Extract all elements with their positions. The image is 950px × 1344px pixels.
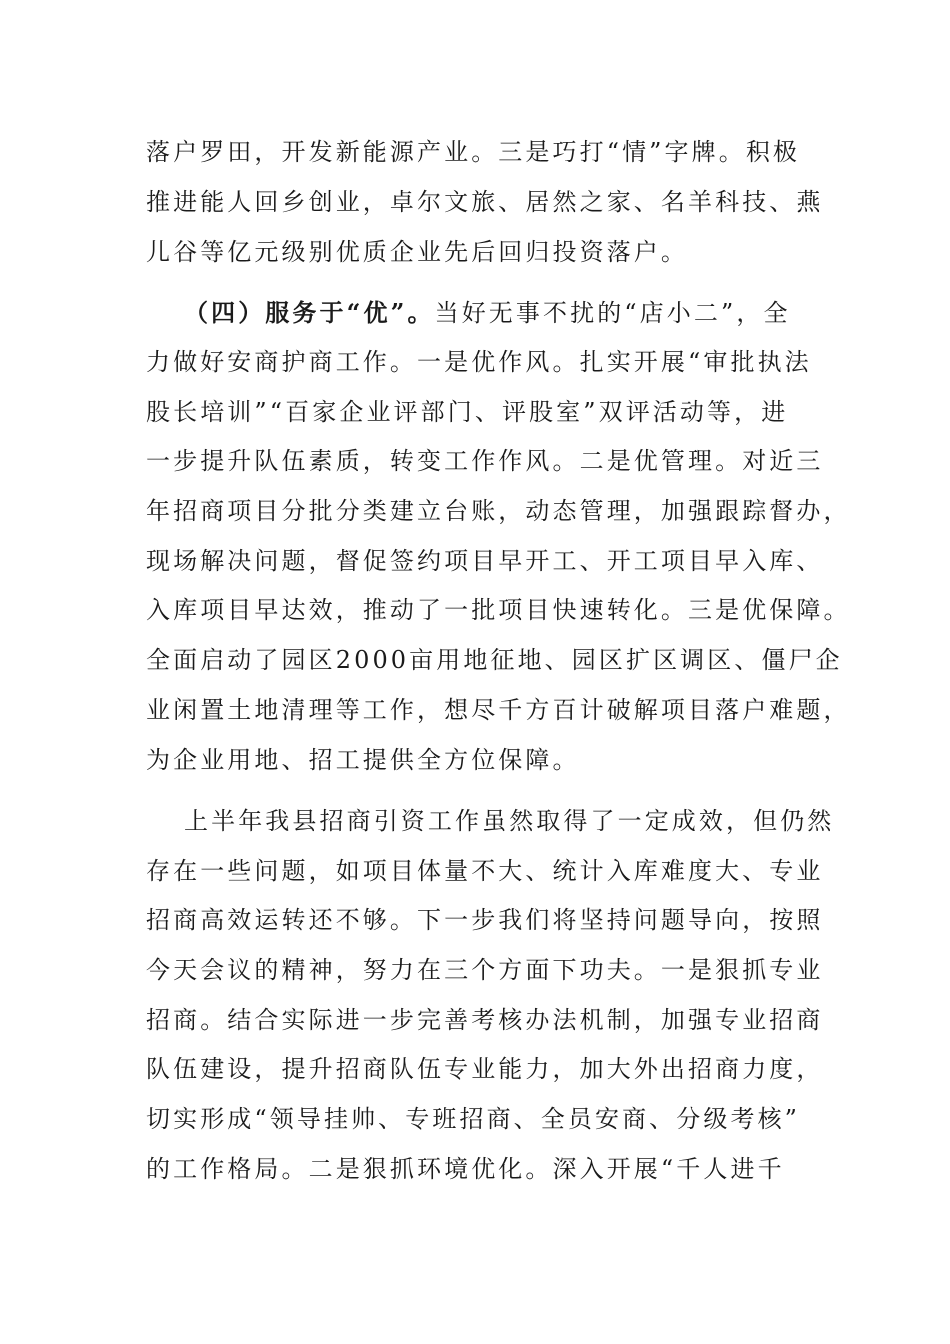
text-line: 落户罗田，开发新能源产业。三是巧打“情”字牌。积极 (146, 138, 801, 166)
text-line: 队伍建设，提升招商队伍专业能力，加大外出招商力度， (146, 1055, 824, 1083)
text-line: 业闲置土地清理等工作，想尽千方百计破解项目落户难题， (146, 696, 851, 724)
text-line: 的工作格局。二是狠抓环境优化。深入开展“千人进千 (146, 1155, 785, 1183)
text-line: 存在一些问题，如项目体量不大、统计入库难度大、专业 (146, 857, 824, 885)
text-line: 现场解决问题，督促签约项目早开工、开工项目早入库、 (146, 547, 824, 575)
text-line: 今天会议的精神，努力在三个方面下功夫。一是狠抓专业 (146, 956, 824, 984)
section-heading: （四）服务于“优”。 (184, 298, 435, 327)
paragraph-first-line: 上半年我县招商引资工作虽然取得了一定成效，但仍然 (184, 807, 835, 835)
text-run: 当好无事不扰的“店小二”，全 (434, 299, 791, 327)
text-line: 为企业用地、招工提供全方位保障。 (146, 746, 580, 774)
paragraph-first-line (184, 293, 806, 333)
text-line: 股长培训”“百家企业评部门、评股室”双评活动等，进 (146, 398, 789, 426)
text-line: 切实形成“领导挂帅、专班招商、全员安商、分级考核” (146, 1105, 801, 1133)
text-line: 全面启动了园区2000亩用地征地、园区扩区调区、僵尸企 (146, 646, 843, 674)
text-line: 儿谷等亿元级别优质企业先后回归投资落户。 (146, 238, 688, 266)
text-line: 招商。结合实际进一步完善考核办法机制，加强专业招商 (146, 1006, 824, 1034)
text-line: 招商高效运转还不够。下一步我们将坚持问题导向，按照 (146, 906, 824, 934)
text-line: 推进能人回乡创业，卓尔文旅、居然之家、名羊科技、燕 (146, 188, 824, 216)
text-line: 一步提升队伍素质，转变工作作风。二是优管理。对近三 (146, 447, 824, 475)
text-line: 入库项目早达效，推动了一批项目快速转化。三是优保障。 (146, 596, 851, 624)
text-line: 力做好安商护商工作。一是优作风。扎实开展“审批执法 (146, 348, 812, 376)
text-line: 年招商项目分批分类建立台账，动态管理，加强跟踪督办， (146, 497, 851, 525)
